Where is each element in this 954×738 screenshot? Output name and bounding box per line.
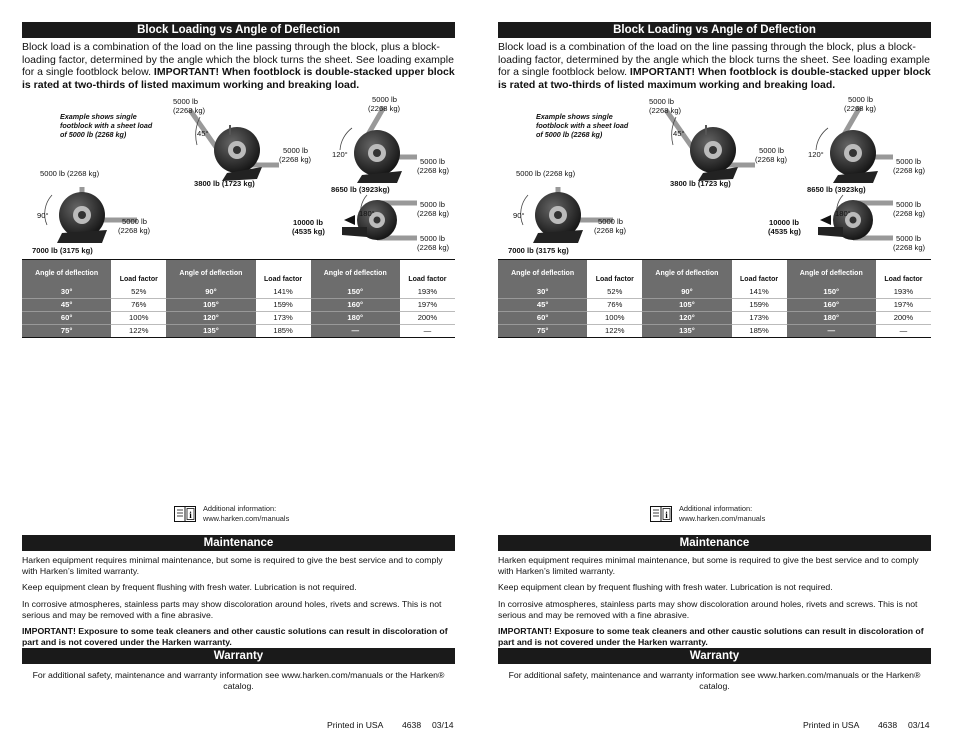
factor-cell: 193% bbox=[876, 286, 931, 299]
table-row bbox=[22, 312, 455, 325]
angle-cell: 75° bbox=[22, 325, 111, 338]
load-45-in-lb: 5000 lb bbox=[173, 97, 198, 107]
factor-cell: 100% bbox=[111, 312, 166, 325]
factor-cell: 185% bbox=[256, 325, 311, 338]
result-180-kg: (4535 kg) bbox=[292, 227, 325, 237]
angle-cell: 90° bbox=[166, 286, 255, 299]
warranty-text: For additional safety, maintenance and warranty information see www.harken.com/manuals or the Harken® catalog. bbox=[508, 670, 921, 691]
maintenance-important: IMPORTANT! Exposure to some teak cleaners and other caustic solutions can result in discoloration of part and is not covered under the Harken warranty. bbox=[22, 626, 448, 648]
book-info-icon bbox=[650, 506, 672, 522]
factor-cell: 159% bbox=[732, 299, 787, 312]
info-line-1: Additional information: bbox=[203, 504, 277, 513]
result-120: 8650 lb (3923kg) bbox=[331, 185, 390, 195]
angle-cell: 160° bbox=[311, 299, 400, 312]
angle-cell: 135° bbox=[166, 325, 255, 338]
load-90-in: 5000 lb (2268 kg) bbox=[40, 169, 100, 179]
angle-cell: 60° bbox=[498, 312, 587, 325]
intro-important: IMPORTANT! When footblock is double-stacked upper block is rated at two-thirds of listed maximum working and breaking load. bbox=[22, 66, 455, 91]
table-row bbox=[498, 312, 931, 325]
header-factor-1: Load factor bbox=[111, 260, 166, 287]
angle-180-label: 180° bbox=[835, 209, 851, 219]
factor-cell: 52% bbox=[111, 286, 166, 299]
load-45-out-kg: (2268 kg) bbox=[279, 155, 312, 165]
info-link[interactable]: www.harken.com/manuals bbox=[203, 514, 290, 523]
load-45-in-kg: (2268 kg) bbox=[173, 106, 206, 116]
header-angle-1: Angle of deflection bbox=[22, 260, 111, 287]
load-180-bottom-kg: (2268 kg) bbox=[417, 243, 450, 253]
result-90: 7000 lb (3175 kg) bbox=[508, 246, 569, 256]
maintenance-title-bar: Maintenance bbox=[498, 535, 931, 551]
angle-cell: — bbox=[311, 325, 400, 338]
header-angle-1: Angle of deflection bbox=[498, 260, 587, 287]
factor-cell: 76% bbox=[587, 299, 642, 312]
load-120-in-lb: 5000 lb bbox=[372, 95, 397, 105]
header-angle-3: Angle of deflection bbox=[311, 260, 400, 287]
printed-in: Printed in USA bbox=[327, 720, 384, 730]
header-angle-2: Angle of deflection bbox=[166, 260, 255, 287]
header-factor-1: Load factor bbox=[587, 260, 642, 287]
doc-number: 4638 bbox=[402, 720, 422, 730]
left-panel bbox=[22, 22, 455, 730]
intro-text: Block load is a combination of the load on the line passing through the block, plus a block-loading factor, determined by the angle which the block turns the sheet. See loading example for a single footblock below. bbox=[498, 41, 930, 79]
block-45-graphic bbox=[666, 110, 755, 181]
header-factor-2: Load factor bbox=[256, 260, 311, 287]
load-120-out-kg: (2268 kg) bbox=[417, 166, 450, 176]
header-angle-3: Angle of deflection bbox=[787, 260, 876, 287]
header-factor-3: Load factor bbox=[876, 260, 931, 287]
angle-cell: 160° bbox=[787, 299, 876, 312]
angle-120-label: 120° bbox=[332, 150, 348, 160]
factor-cell: 173% bbox=[256, 312, 311, 325]
result-90: 7000 lb (3175 kg) bbox=[32, 246, 93, 256]
warranty-title-bar: Warranty bbox=[22, 648, 455, 664]
svg-text:i: i bbox=[189, 510, 192, 520]
load-120-in-kg: (2268 kg) bbox=[368, 104, 401, 114]
angle-cell: 30° bbox=[22, 286, 111, 299]
load-45-out-lb: 5000 lb bbox=[759, 146, 784, 156]
header-factor-2: Load factor bbox=[732, 260, 787, 287]
load-120-in-lb: 5000 lb bbox=[848, 95, 873, 105]
factor-cell: 197% bbox=[400, 299, 455, 312]
angle-45-label: 45° bbox=[197, 129, 209, 139]
factor-cell: 173% bbox=[732, 312, 787, 325]
result-180-lb: 10000 lb bbox=[293, 218, 323, 228]
table-row bbox=[22, 325, 455, 338]
load-45-out-kg: (2268 kg) bbox=[755, 155, 788, 165]
load-120-out-kg: (2268 kg) bbox=[893, 166, 926, 176]
factor-cell: 193% bbox=[400, 286, 455, 299]
load-45-out-lb: 5000 lb bbox=[283, 146, 308, 156]
intro-paragraph bbox=[498, 41, 931, 91]
load-90-out-lb: 5000 lb bbox=[122, 217, 147, 227]
doc-date: 03/14 bbox=[908, 720, 930, 730]
factor-cell: 122% bbox=[587, 325, 642, 338]
angle-cell: 90° bbox=[642, 286, 731, 299]
factor-cell: 100% bbox=[587, 312, 642, 325]
right-panel bbox=[498, 22, 931, 730]
factor-cell: 122% bbox=[111, 325, 166, 338]
angle-cell: 120° bbox=[642, 312, 731, 325]
load-45-in-lb: 5000 lb bbox=[649, 97, 674, 107]
intro-text: Block load is a combination of the load on the line passing through the block, plus a block-loading factor, determined by the angle which the block turns the sheet. See loading example for a single footblock below. bbox=[22, 41, 454, 79]
header-angle-2: Angle of deflection bbox=[642, 260, 731, 287]
factor-cell: 141% bbox=[256, 286, 311, 299]
angle-cell: 150° bbox=[787, 286, 876, 299]
block-120-graphic bbox=[340, 107, 417, 183]
factor-cell: 200% bbox=[400, 312, 455, 325]
section-title-bar: Block Loading vs Angle of Deflection bbox=[22, 22, 455, 38]
table-row bbox=[22, 286, 455, 299]
angle-cell: 120° bbox=[166, 312, 255, 325]
table-header-row bbox=[498, 260, 931, 287]
maintenance-title-bar: Maintenance bbox=[22, 535, 455, 551]
result-180-lb: 10000 lb bbox=[769, 218, 799, 228]
angle-cell: — bbox=[787, 325, 876, 338]
result-180-kg: (4535 kg) bbox=[768, 227, 801, 237]
block-180-graphic bbox=[342, 195, 417, 240]
maintenance-section bbox=[498, 535, 931, 653]
load-180-bottom-lb: 5000 lb bbox=[420, 234, 445, 244]
maintenance-p2: Keep equipment clean by frequent flushing with fresh water. Lubrication is not required. bbox=[498, 582, 833, 593]
angle-cell: 60° bbox=[22, 312, 111, 325]
maintenance-p3: In corrosive atmospheres, stainless parts may show discoloration around holes, rivets and screws. This is not serious and may be removed with a fine abrasive. bbox=[22, 598, 442, 620]
load-180-top-kg: (2268 kg) bbox=[893, 209, 926, 219]
warranty-section bbox=[498, 648, 931, 692]
load-90-out-lb: 5000 lb bbox=[598, 217, 623, 227]
table-row bbox=[498, 286, 931, 299]
load-120-out-lb: 5000 lb bbox=[420, 157, 445, 167]
table-header-row bbox=[22, 260, 455, 287]
table-row bbox=[498, 299, 931, 312]
angle-cell: 75° bbox=[498, 325, 587, 338]
doc-date: 03/14 bbox=[432, 720, 454, 730]
load-90-in: 5000 lb (2268 kg) bbox=[516, 169, 576, 179]
factor-cell: 185% bbox=[732, 325, 787, 338]
svg-text:i: i bbox=[665, 510, 668, 520]
maintenance-p1: Harken equipment requires minimal maintenance, but some is required to give the best service and to comply with Harken’s limited warranty. bbox=[498, 555, 919, 577]
angle-cell: 180° bbox=[311, 312, 400, 325]
load-180-top-lb: 5000 lb bbox=[420, 200, 445, 210]
section-title-bar: Block Loading vs Angle of Deflection bbox=[498, 22, 931, 38]
warranty-section bbox=[22, 648, 455, 692]
factor-cell: 200% bbox=[876, 312, 931, 325]
angle-120-label: 120° bbox=[808, 150, 824, 160]
angle-cell: 105° bbox=[642, 299, 731, 312]
load-45-in-kg: (2268 kg) bbox=[649, 106, 682, 116]
factor-cell: — bbox=[400, 325, 455, 338]
table-row bbox=[22, 299, 455, 312]
load-180-top-kg: (2268 kg) bbox=[417, 209, 450, 219]
angle-cell: 45° bbox=[22, 299, 111, 312]
angle-cell: 45° bbox=[498, 299, 587, 312]
warranty-title-bar: Warranty bbox=[498, 648, 931, 664]
factor-cell: 52% bbox=[587, 286, 642, 299]
deflection-diagram bbox=[22, 95, 455, 255]
printed-in: Printed in USA bbox=[803, 720, 860, 730]
block-45-graphic bbox=[190, 110, 279, 181]
angle-180-label: 180° bbox=[359, 209, 375, 219]
header-factor-3: Load factor bbox=[400, 260, 455, 287]
factor-cell: — bbox=[876, 325, 931, 338]
table-row bbox=[498, 325, 931, 338]
angle-cell: 180° bbox=[787, 312, 876, 325]
factor-cell: 141% bbox=[732, 286, 787, 299]
factor-cell: 159% bbox=[256, 299, 311, 312]
load-120-in-kg: (2268 kg) bbox=[844, 104, 877, 114]
maintenance-section bbox=[22, 535, 455, 653]
result-120: 8650 lb (3923kg) bbox=[807, 185, 866, 195]
angle-90-label: 90° bbox=[37, 211, 49, 221]
angle-cell: 105° bbox=[166, 299, 255, 312]
load-180-bottom-lb: 5000 lb bbox=[896, 234, 921, 244]
warranty-text: For additional safety, maintenance and warranty information see www.harken.com/manuals or the Harken® catalog. bbox=[32, 670, 445, 691]
angle-90-label: 90° bbox=[513, 211, 525, 221]
info-link[interactable]: www.harken.com/manuals bbox=[679, 514, 766, 523]
load-90-out-kg: (2268 kg) bbox=[118, 226, 151, 236]
deflection-diagram bbox=[498, 95, 931, 255]
info-line-1: Additional information: bbox=[679, 504, 753, 513]
load-factor-table bbox=[498, 259, 931, 338]
example-note: Example shows single footblock with a sheet load of 5000 lb (2268 kg) bbox=[60, 112, 153, 139]
result-45: 3800 lb (1723 kg) bbox=[670, 179, 731, 189]
block-120-graphic bbox=[816, 107, 893, 183]
example-note: Example shows single footblock with a sheet load of 5000 lb (2268 kg) bbox=[536, 112, 629, 139]
maintenance-important: IMPORTANT! Exposure to some teak cleaners and other caustic solutions can result in discoloration of part and is not covered under the Harken warranty. bbox=[498, 626, 924, 648]
angle-45-label: 45° bbox=[673, 129, 685, 139]
factor-cell: 76% bbox=[111, 299, 166, 312]
angle-cell: 135° bbox=[642, 325, 731, 338]
maintenance-p1: Harken equipment requires minimal maintenance, but some is required to give the best service and to comply with Harken’s limited warranty. bbox=[22, 555, 443, 577]
load-factor-table bbox=[22, 259, 455, 338]
angle-cell: 30° bbox=[498, 286, 587, 299]
load-90-out-kg: (2268 kg) bbox=[594, 226, 627, 236]
load-180-top-lb: 5000 lb bbox=[896, 200, 921, 210]
angle-cell: 150° bbox=[311, 286, 400, 299]
factor-cell: 197% bbox=[876, 299, 931, 312]
maintenance-p3: In corrosive atmospheres, stainless parts may show discoloration around holes, rivets and screws. This is not serious and may be removed with a fine abrasive. bbox=[498, 598, 918, 620]
load-120-out-lb: 5000 lb bbox=[896, 157, 921, 167]
load-180-bottom-kg: (2268 kg) bbox=[893, 243, 926, 253]
intro-paragraph bbox=[22, 41, 455, 91]
block-180-graphic bbox=[818, 195, 893, 240]
intro-important: IMPORTANT! When footblock is double-stacked upper block is rated at two-thirds of listed maximum working and breaking load. bbox=[498, 66, 931, 91]
doc-number: 4638 bbox=[878, 720, 898, 730]
result-45: 3800 lb (1723 kg) bbox=[194, 179, 255, 189]
maintenance-p2: Keep equipment clean by frequent flushing with fresh water. Lubrication is not required. bbox=[22, 582, 357, 593]
book-info-icon bbox=[174, 506, 196, 522]
